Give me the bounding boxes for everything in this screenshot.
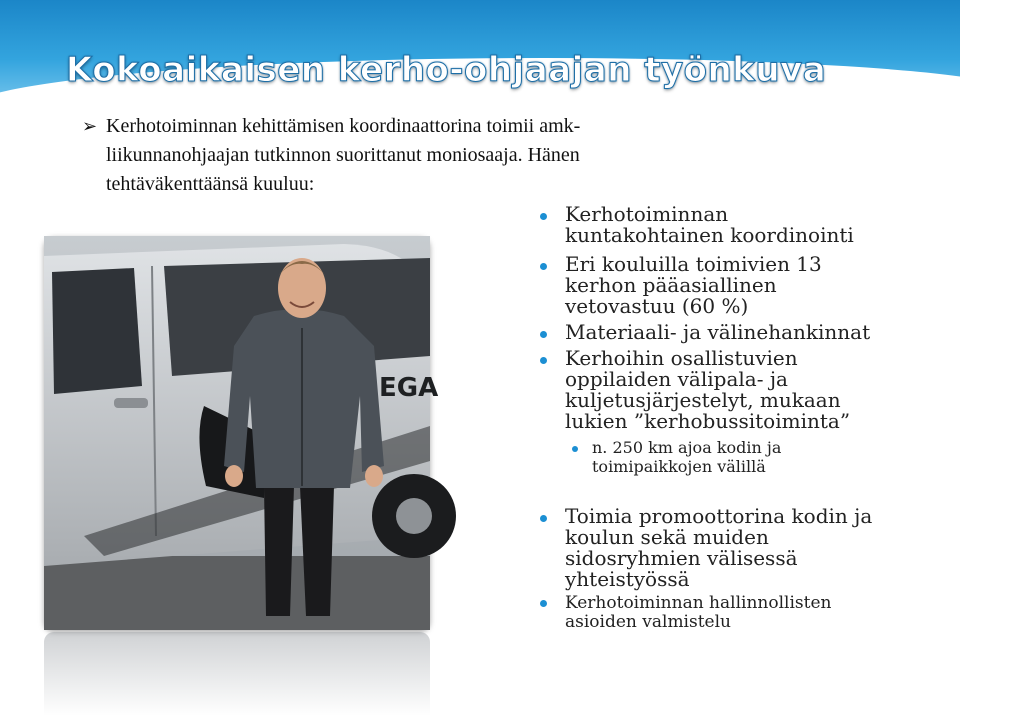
bullet-dot-icon xyxy=(540,515,547,522)
list-item: Eri kouluilla toimivien 13 kerhon pääasiallinen vetovastuu (60 %) xyxy=(540,254,940,317)
bullet-dot-icon xyxy=(540,357,547,364)
photo-illustration xyxy=(44,236,439,630)
list-item: Toimia promoottorina kodin ja koulun sekä muiden sidosryhmien välisessä yhteistyössä xyxy=(540,506,940,590)
van-logo-text: EGA xyxy=(379,373,439,403)
bullet-dot-icon xyxy=(540,213,547,220)
van-door-handle xyxy=(114,398,148,408)
bullet-dot-icon xyxy=(540,600,547,607)
photo-reflection xyxy=(44,632,430,716)
list-item: Materiaali- ja välinehankinnat xyxy=(540,322,940,343)
slide-title: Kokoaikaisen kerho-ohjaajan työnkuva xyxy=(66,50,827,90)
bullet-dot-icon xyxy=(572,446,578,452)
face xyxy=(278,258,326,318)
list-item: Kerhotoiminnan kuntakohtainen koordinointi xyxy=(540,204,940,246)
bullet-dot-icon xyxy=(540,263,547,270)
list-item: Kerhotoiminnan hallinnollisten asioiden valmistelu xyxy=(540,594,940,632)
van-window-front xyxy=(52,268,142,394)
intro-line-2: liikunnanohjaajan tutkinnon suorittanut moniosaaja. Hänen xyxy=(106,144,580,166)
sub-list-item: n. 250 km ajoa kodin ja toimipaikkojen välillä xyxy=(540,438,940,476)
intro-line-3: tehtäväkenttäänsä kuuluu: xyxy=(106,173,315,195)
bullet-dot-icon xyxy=(540,331,547,338)
intro-line-1: Kerhotoiminnan kehittämisen koordinaattorina toimii amk- xyxy=(106,115,581,137)
arrow-bullet-icon: ➢ xyxy=(82,116,98,137)
instructor-photo xyxy=(44,236,439,630)
intro-paragraph xyxy=(82,112,842,199)
list-item: Kerhoihin osallistuvien oppilaiden välipala- ja kuljetusjärjestelyt, mukaan lukien ”kerhobussitoiminta” xyxy=(540,348,940,432)
